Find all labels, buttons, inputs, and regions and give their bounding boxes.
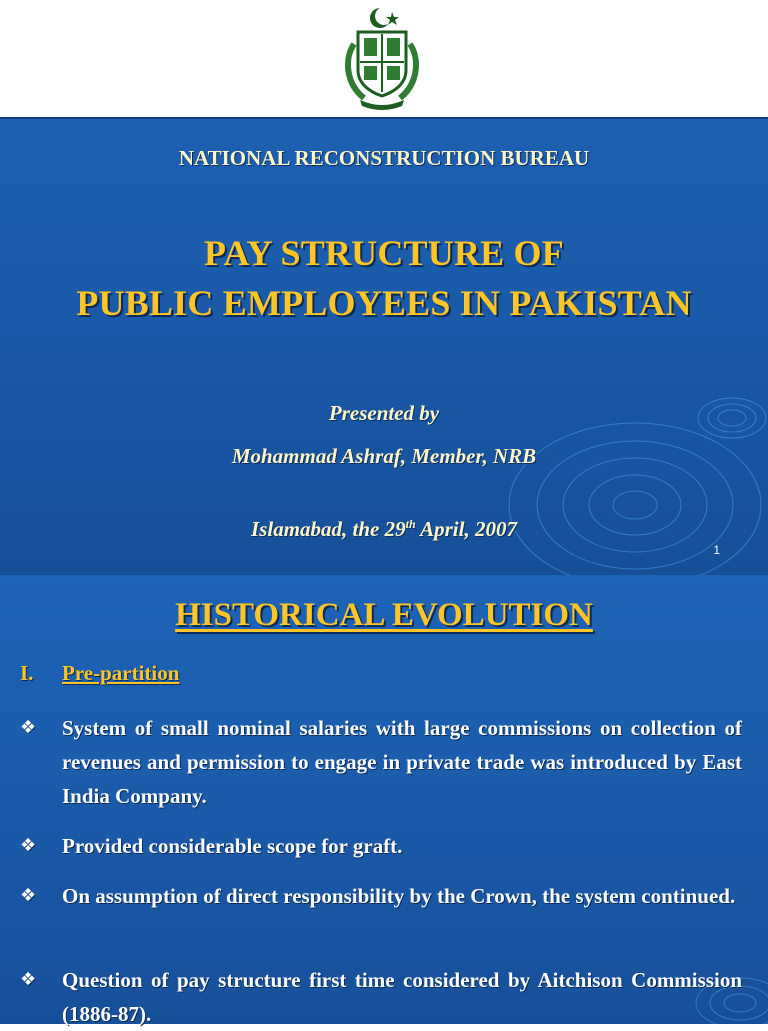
slide-heading: HISTORICAL EVOLUTION <box>175 597 593 633</box>
section-heading <box>20 661 179 686</box>
day-suffix: th <box>405 517 416 531</box>
slide-title-line-2: PUBLIC EMPLOYEES IN PAKISTAN <box>76 283 692 323</box>
emblem-header <box>0 0 768 119</box>
slide-title-line-1: PAY STRUCTURE OF <box>204 233 564 273</box>
diamond-bullet-icon: ❖ <box>20 717 37 738</box>
place-and-date <box>0 517 768 542</box>
section-number: I. <box>20 661 34 685</box>
organization-name: NATIONAL RECONSTRUCTION BUREAU <box>178 146 590 170</box>
list-item <box>20 711 742 813</box>
page-number: 1 <box>713 543 720 557</box>
diamond-bullet-icon: ❖ <box>20 835 37 856</box>
list-item <box>20 829 742 863</box>
bullet-text: System of small nominal salaries with large commissions on collection of revenues and permission to engage in private trade was introduced by East India Company. <box>62 716 742 808</box>
diamond-bullet-icon: ❖ <box>20 969 37 990</box>
state-emblem-icon <box>330 4 434 112</box>
bullet-text: Question of pay structure first time considered by Aitchison Commission (1886-87). <box>62 968 742 1026</box>
list-item <box>20 963 742 1031</box>
place-date-rest: April, 2007 <box>415 517 517 541</box>
presenter-name: Mohammad Ashraf, Member, NRB <box>231 444 537 468</box>
section-label: Pre-partition <box>62 661 180 685</box>
list-item <box>20 879 742 913</box>
place-date-prefix: Islamabad, the 29 <box>251 517 406 541</box>
diamond-bullet-icon: ❖ <box>20 885 37 906</box>
bullet-text: On assumption of direct responsibility by the Crown, the system continued. <box>62 884 736 908</box>
bullet-text: Provided considerable scope for graft. <box>62 834 403 858</box>
presented-by-label: Presented by <box>328 401 440 425</box>
